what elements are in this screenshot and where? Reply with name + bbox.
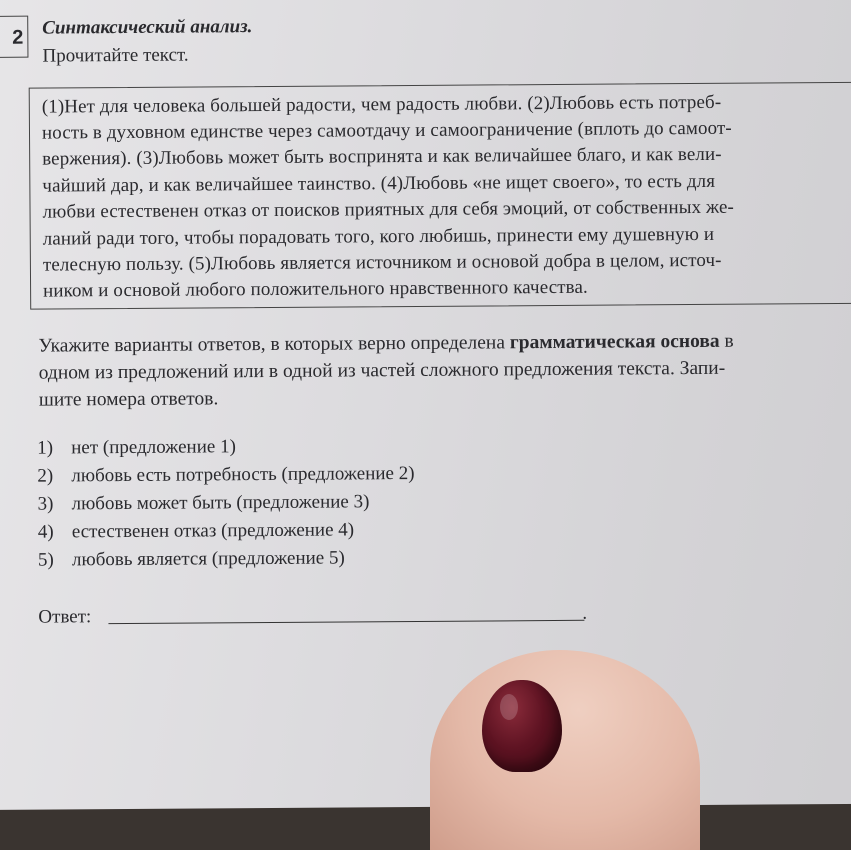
option-text: любовь является (предложение 5) (71, 547, 345, 571)
text-line: телесную пользу. (5)Любовь является источником и основой добра в целом, источ- (42, 249, 722, 276)
text-line: ланий ради того, чтобы порадовать того, кого любишь, принести ему душевную и (42, 223, 715, 250)
question-line-3: шите номера ответов. (38, 388, 219, 411)
option-number: 5) (37, 549, 54, 571)
option-number: 2) (37, 465, 54, 487)
question-text: Укажите варианты ответов, в которых верно определена (38, 332, 510, 357)
answer-label: Ответ: (38, 606, 92, 628)
answer-option-3 (38, 491, 370, 515)
task-number-box (0, 16, 28, 58)
reading-text-box (29, 82, 851, 310)
answer-end-mark: . (582, 602, 588, 624)
fingernail (482, 680, 562, 772)
option-text: естественен отказ (предложение 4) (71, 519, 355, 543)
text-line: (1)Нет для человека большей радости, чем радость любви. (2)Любовь есть потреб- (41, 91, 722, 118)
task-number: 2 (12, 26, 24, 49)
answer-option-2 (37, 463, 414, 488)
text-line: ность в духовном единстве через самоотдачу и самоограничение (вплоть до самоот- (41, 117, 732, 144)
option-number: 1) (37, 437, 54, 459)
question-bold-term: грамматическая основа (509, 330, 720, 354)
question-text: в (719, 330, 734, 352)
option-text: нет (предложение 1) (71, 436, 236, 459)
task-instruction: Прочитайте текст. (42, 44, 189, 67)
task-title: Синтаксический анализ. (42, 16, 253, 39)
option-text: любовь есть потребность (предложение 2) (71, 462, 415, 487)
text-line: ником и основой любого положительного нравственного качества. (43, 276, 588, 302)
text-line: любви естественен отказ от поисков приятных для себя эмоций, от собственных же- (42, 196, 734, 223)
answer-option-1 (37, 436, 236, 459)
answer-field-line[interactable] (108, 620, 584, 624)
question-line-1 (38, 331, 733, 358)
option-text: любовь может быть (предложение 3) (71, 491, 370, 515)
answer-option-4 (38, 519, 354, 543)
text-line: чайший дар, и как величайшее таинство. (4)Любовь «не ищет своего», то есть для (42, 170, 716, 197)
answer-option-5 (38, 547, 345, 571)
option-number: 3) (37, 493, 54, 515)
fingernail-glint (500, 694, 518, 720)
text-line: вержения). (3)Любовь может быть воспринята и как величайшее благо, и как вели- (42, 143, 722, 170)
option-number: 4) (37, 521, 54, 543)
question-line-2: одном из предложений или в одной из частей сложного предложения текста. Запи- (38, 357, 726, 384)
